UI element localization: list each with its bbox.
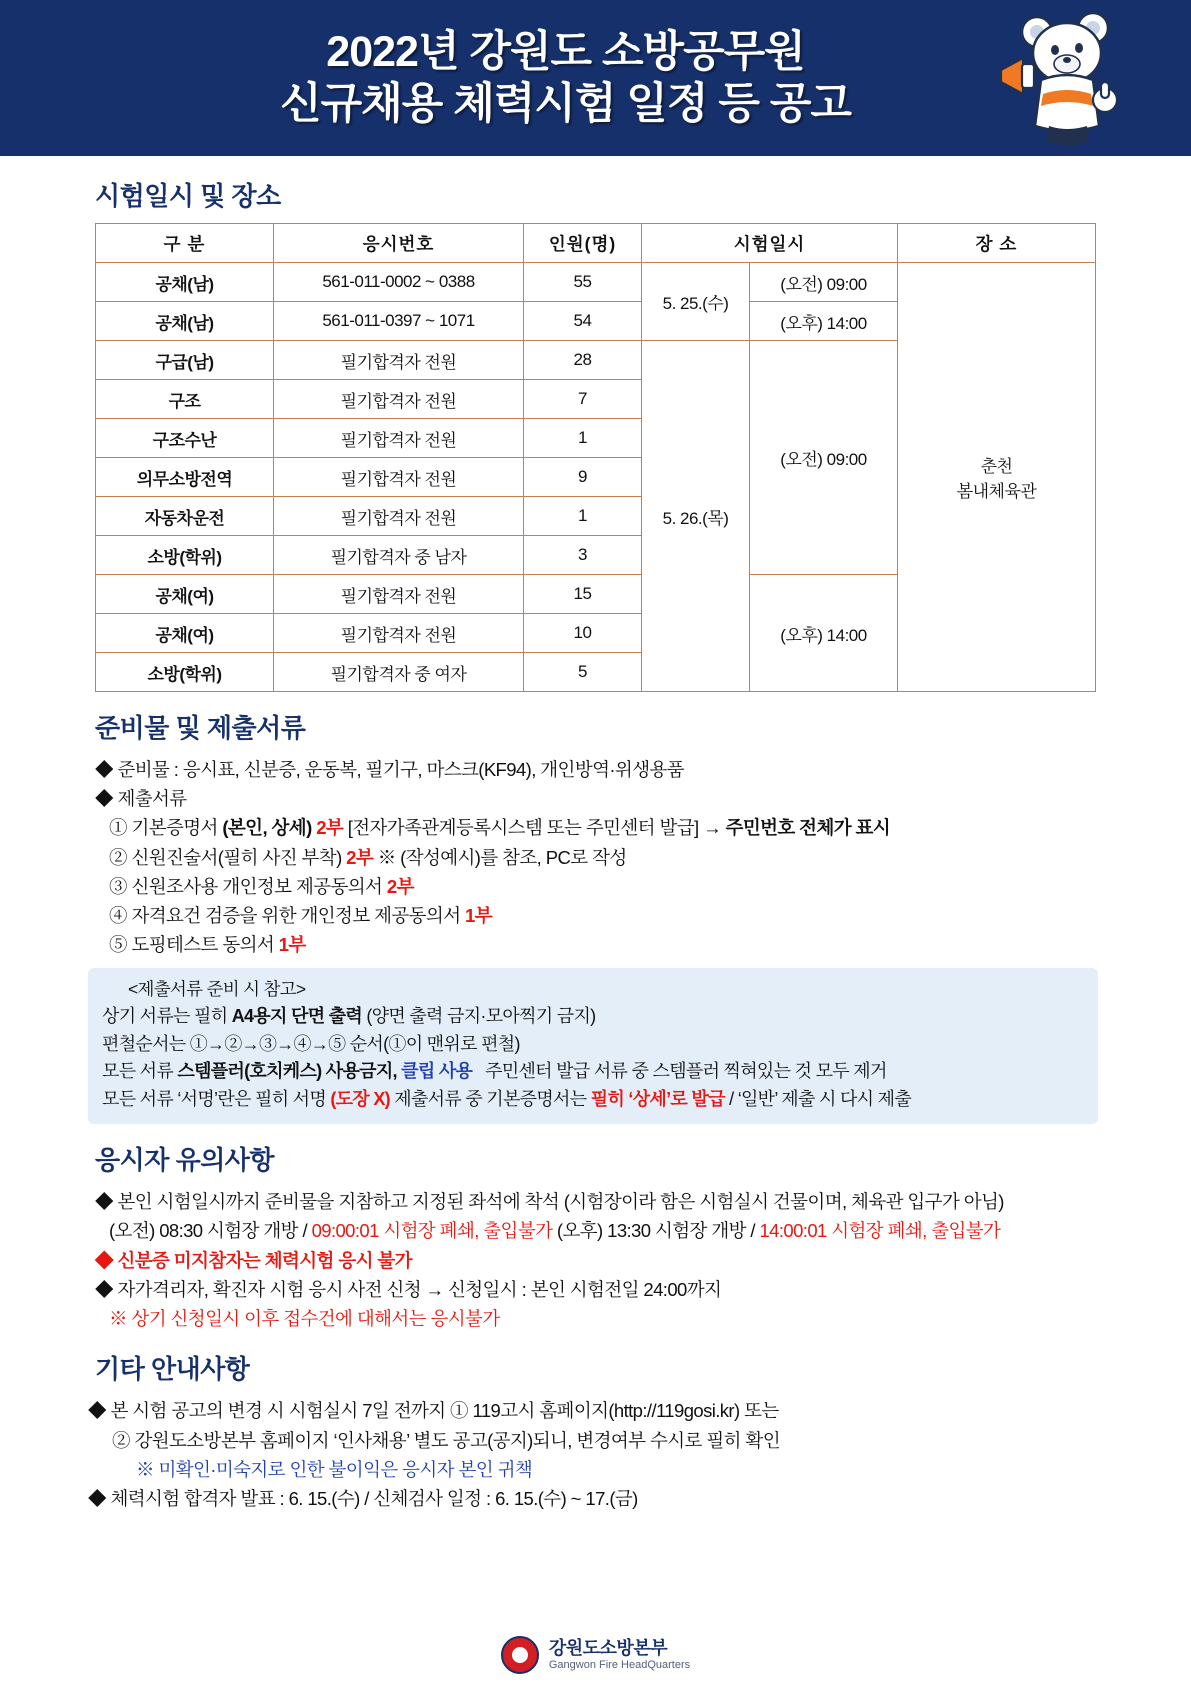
note4-e: / ‘일반’ 제출 시 다시 제출 [729, 1089, 912, 1110]
doc5-text-a: ⑤ 도핑테스트 동의서 [109, 934, 275, 956]
etc-line-1: ◆ 본 시험 공고의 변경 시 시험실시 7일 전까지 ① 119고시 홈페이지(http://119gosi.kr) 또는 [88, 1400, 779, 1422]
cell-count: 10 [524, 614, 642, 653]
cell-count: 1 [524, 497, 642, 536]
submission-note-box [88, 968, 1098, 1125]
cell-time: (오전) 09:00 [750, 263, 898, 302]
cell-division: 공채(남) [96, 302, 274, 341]
prepare-line-items: ◆ 준비물 : 응시표, 신분증, 운동복, 필기구, 마스크(KF94), 개인방역·위생용품 [95, 759, 685, 780]
doc-item-4 [95, 901, 1141, 930]
table-row [96, 263, 1096, 302]
page-title-line2: 신규채용 체력시험 일정 등 공고 [280, 80, 851, 128]
note-line-2: 편철순서는 ①→②→③→④→⑤ 순서(①이 맨위로 편철) [102, 1033, 520, 1054]
cell-division: 구급(남) [96, 341, 274, 380]
doc3-count: 2부 [386, 875, 414, 897]
col-header-count: 인원(명) [524, 224, 642, 263]
place-line2: 봄내체육관 [956, 482, 1037, 501]
note4-d: 필히 ‘상세’로 발급 [590, 1089, 725, 1110]
cell-division: 소방(학위) [96, 653, 274, 692]
doc2-text-a: ② 신원진술서(필히 사진 부착) [109, 846, 342, 868]
notice3-a: ◆ 신분증 미지참자는 [95, 1249, 261, 1271]
col-header-division: 구 분 [96, 224, 274, 263]
footer-org-en: Gangwon Fire HeadQuarters [548, 1659, 691, 1672]
cell-division: 자동차운전 [96, 497, 274, 536]
etc-list [88, 1396, 1141, 1513]
cell-division: 구조수난 [96, 419, 274, 458]
notice-line-5: ※ 상기 신청일시 이후 접수건에 대해서는 응시불가 [109, 1308, 500, 1330]
doc1-text-b: (본인, 상세) [222, 817, 312, 839]
prepare-list [95, 755, 1141, 960]
schedule-table [95, 223, 1096, 692]
place-line1: 춘천 [980, 457, 1013, 476]
cell-date: 5. 26.(목) [642, 341, 750, 692]
doc4-text-a: ④ 자격요건 검증을 위한 개인정보 제공동의서 [109, 905, 461, 927]
notice2-d: 14:00:01 시험장 폐쇄, 출입불가 [759, 1220, 1001, 1242]
cell-date: 5. 25.(수) [642, 263, 750, 341]
cell-number: 필기합격자 중 남자 [274, 536, 524, 575]
cell-division: 의무소방전역 [96, 458, 274, 497]
note4-a: 모든 서류 ‘서명’란은 필히 서명 [102, 1089, 327, 1110]
prepare-line-docs-head: ◆ 제출서류 [95, 788, 187, 810]
cell-count: 9 [524, 458, 642, 497]
cell-number: 561-011-0002 ~ 0388 [274, 263, 524, 302]
footer-org-kr: 강원도소방본부 [548, 1638, 668, 1659]
note4-b: (도장 X) [330, 1089, 390, 1110]
note-line-1 [102, 1003, 1084, 1031]
cell-number: 필기합격자 전원 [274, 341, 524, 380]
doc1-count: 2부 [316, 817, 344, 839]
cell-time: (오전) 09:00 [750, 341, 898, 575]
etc-line-2: ② 강원도소방본부 홈페이지 ‘인사채용’ 별도 공고(공지)되니, 변경여부 수시로 필히 확인 [112, 1429, 780, 1451]
notice2-b: 09:00:01 시험장 폐쇄, 출입불가 [311, 1220, 553, 1242]
note3-a: 모든 서류 [102, 1061, 174, 1082]
notice2-c: (오후) 13:30 시험장 개방 / [556, 1220, 755, 1242]
section-title-notice: 응시자 유의사항 [95, 1145, 275, 1176]
doc5-count: 1부 [278, 934, 306, 956]
note3-c: 클립 사용 [401, 1061, 473, 1082]
cell-number: 필기합격자 전원 [274, 380, 524, 419]
cell-number: 필기합격자 전원 [274, 497, 524, 536]
cell-count: 7 [524, 380, 642, 419]
note3-d: 주민센터 발급 서류 중 스템플러 찍혀있는 것 모두 제거 [485, 1061, 887, 1082]
cell-number: 필기합격자 전원 [274, 614, 524, 653]
cell-time: (오후) 14:00 [750, 302, 898, 341]
notice-line-2 [95, 1216, 1141, 1245]
etc-line-3: ※ 미확인·미숙지로 인한 불이익은 응시자 본인 귀책 [136, 1458, 533, 1480]
doc2-count: 2부 [346, 846, 374, 868]
notice-line-3 [95, 1246, 1141, 1275]
notice-line-4: ◆ 자가격리자, 확진자 시험 응시 사전 신청 → 신청일시 : 본인 시험전일 24:00까지 [95, 1278, 722, 1300]
cell-division: 구조 [96, 380, 274, 419]
fire-department-emblem-icon [501, 1636, 539, 1674]
cell-count: 54 [524, 302, 642, 341]
doc-item-5 [95, 930, 1141, 959]
cell-division: 공채(남) [96, 263, 274, 302]
table-header-row [96, 224, 1096, 263]
doc1-text-a: ① 기본증명서 [109, 817, 218, 839]
note1-b: A4용지 단면 출력 [231, 1005, 363, 1026]
doc1-text-d: [전자가족관계등록시스템 또는 주민센터 발급] [347, 817, 699, 839]
fire-bear-megaphone-mascot-icon [993, 8, 1133, 150]
note1-c: (양면 출력 금지·모아찍기 금지) [366, 1005, 596, 1026]
notice2-a: (오전) 08:30 시험장 개방 / [109, 1220, 308, 1242]
notice-list [95, 1187, 1141, 1333]
cell-division: 소방(학위) [96, 536, 274, 575]
note4-c: 제출서류 중 기본증명서는 [394, 1089, 587, 1110]
page-title-line1: 2022년 강원도 소방공무원 [326, 27, 805, 76]
cell-place [898, 263, 1096, 692]
col-header-number: 응시번호 [274, 224, 524, 263]
page-footer [0, 1636, 1191, 1674]
cell-number: 필기합격자 전원 [274, 458, 524, 497]
note3-b: 스템플러(호치케스) 사용금지, [177, 1061, 397, 1082]
doc4-count: 1부 [465, 905, 492, 927]
note-line-4 [102, 1086, 1084, 1114]
notice3-b: 체력시험 응시 불가 [264, 1249, 412, 1271]
cell-number: 필기합격자 전원 [274, 575, 524, 614]
doc-item-3 [95, 872, 1141, 901]
cell-number: 필기합격자 전원 [274, 419, 524, 458]
cell-count: 5 [524, 653, 642, 692]
cell-count: 55 [524, 263, 642, 302]
section-title-schedule: 시험일시 및 장소 [95, 181, 281, 211]
cell-number: 필기합격자 중 여자 [274, 653, 524, 692]
note-header: <제출서류 준비 시 참고> [128, 978, 306, 999]
doc-item-2 [95, 843, 1141, 872]
cell-count: 1 [524, 419, 642, 458]
section-title-prepare: 준비물 및 제출서류 [95, 713, 306, 743]
doc1-text-e: → 주민번호 전체가 표시 [703, 817, 891, 839]
cell-count: 15 [524, 575, 642, 614]
etc-line-4: ◆ 체력시험 합격자 발표 : 6. 15.(수) / 신체검사 일정 : 6. 15.(수) ~ 17.(금) [88, 1487, 638, 1509]
col-header-datetime: 시험일시 [642, 224, 898, 263]
cell-count: 28 [524, 341, 642, 380]
doc-item-1 [95, 813, 1141, 842]
page-title [280, 26, 911, 131]
footer-org [549, 1638, 690, 1671]
cell-time: (오후) 14:00 [750, 575, 898, 692]
cell-division: 공채(여) [96, 614, 274, 653]
note1-a: 상기 서류는 필히 [102, 1005, 228, 1026]
doc3-text-a: ③ 신원조사용 개인정보 제공동의서 [109, 875, 383, 897]
section-title-etc: 기타 안내사항 [95, 1354, 250, 1385]
note-line-3 [102, 1058, 1084, 1086]
notice-line-1: ◆ 본인 시험일시까지 준비물을 지참하고 지정된 좌석에 착석 (시험장이라 함은 시험실시 건물이며, 체육관 입구가 아님) [95, 1191, 1004, 1213]
doc2-text-c: ※ (작성예시)를 참조, PC로 작성 [377, 846, 627, 868]
col-header-place: 장 소 [898, 224, 1096, 263]
page-header [0, 0, 1191, 156]
cell-number: 561-011-0397 ~ 1071 [274, 302, 524, 341]
page-body [0, 176, 1191, 1513]
cell-count: 3 [524, 536, 642, 575]
cell-division: 공채(여) [96, 575, 274, 614]
